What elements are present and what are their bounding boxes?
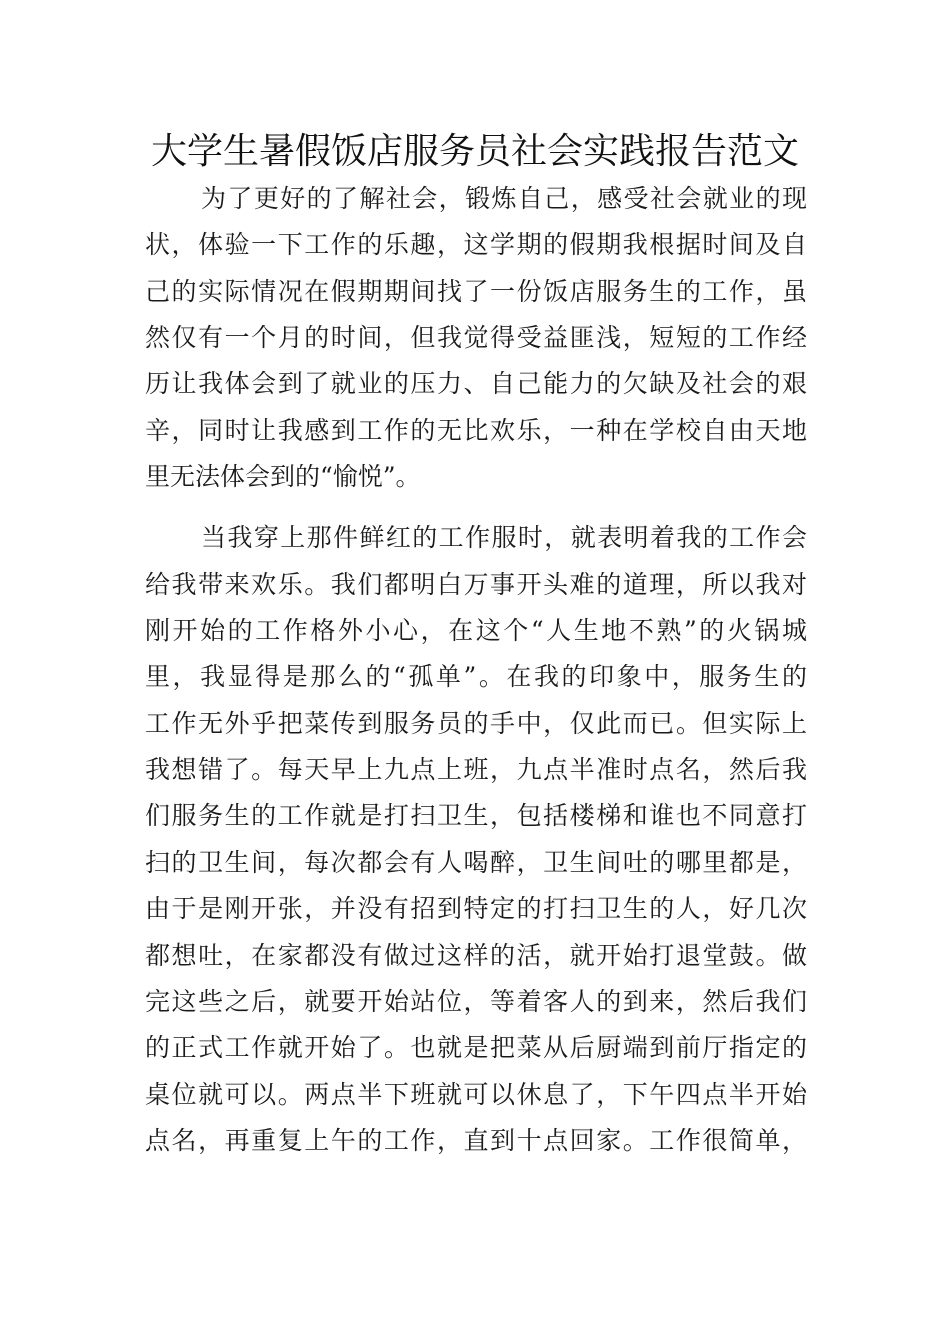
paragraph-2-line-7: 们服务生的工作就是打扫卫生，包括楼梯和谁也不同意打	[145, 801, 807, 831]
paragraph-2-line-12: 的正式工作就开始了。也就是把菜从后厨端到前厅指定的	[145, 1033, 807, 1063]
paragraph-2-line-9: 由于是刚开张，并没有招到特定的打扫卫生的人，好几次	[145, 894, 807, 924]
paragraph-1-line-2: 状，体验一下工作的乐趣，这学期的假期我根据时间及自	[145, 230, 807, 260]
paragraph-1-line-6: 辛，同时让我感到工作的无比欢乐，一种在学校自由天地	[145, 415, 807, 445]
paragraph-1-line-5: 历让我体会到了就业的压力、自己能力的欠缺及社会的艰	[145, 369, 807, 399]
paragraph-spacer	[145, 500, 807, 515]
paragraph-2-line-11: 完这些之后，就要开始站位，等着客人的到来，然后我们	[145, 986, 807, 1016]
document-body	[145, 176, 807, 1164]
paragraph-2-line-1: 当我穿上那件鲜红的工作服时，就表明着我的工作会	[201, 523, 807, 553]
paragraph-2-line-2: 给我带来欢乐。我们都明白万事开头难的道理，所以我对	[145, 569, 807, 599]
paragraph-2-line-13: 桌位就可以。两点半下班就可以休息了，下午四点半开始	[145, 1079, 807, 1109]
paragraph-2-line-14: 点名，再重复上午的工作，直到十点回家。工作很简单，	[145, 1125, 807, 1155]
paragraph-2-line-5: 工作无外乎把菜传到服务员的手中，仅此而已。但实际上	[145, 708, 807, 738]
paragraph-2-line-8: 扫的卫生间，每次都会有人喝醉，卫生间吐的哪里都是，	[145, 847, 807, 877]
paragraph-1-line-1: 为了更好的了解社会，锻炼自己，感受社会就业的现	[201, 184, 807, 213]
paragraph-2-line-3: 刚开始的工作格外小心，在这个“人生地不熟”的火锅城	[145, 616, 807, 646]
paragraph-2-line-6: 我想错了。每天早上九点上班，九点半准时点名，然后我	[145, 755, 807, 785]
document-title: 大学生暑假饭店服务员社会实践报告范文	[150, 131, 799, 172]
paragraph-1-line-7: 里无法体会到的“愉悦”。	[145, 462, 421, 492]
paragraph-1-line-3: 己的实际情况在假期期间找了一份饭店服务生的工作，虽	[145, 276, 807, 306]
paragraph-2-line-4: 里，我显得是那么的“孤单”。在我的印象中，服务生的	[145, 662, 807, 692]
paragraph-1-line-4: 然仅有一个月的时间，但我觉得受益匪浅，短短的工作经	[145, 323, 807, 353]
paragraph-2-line-10: 都想吐，在家都没有做过这样的活，就开始打退堂鼓。做	[145, 940, 807, 970]
